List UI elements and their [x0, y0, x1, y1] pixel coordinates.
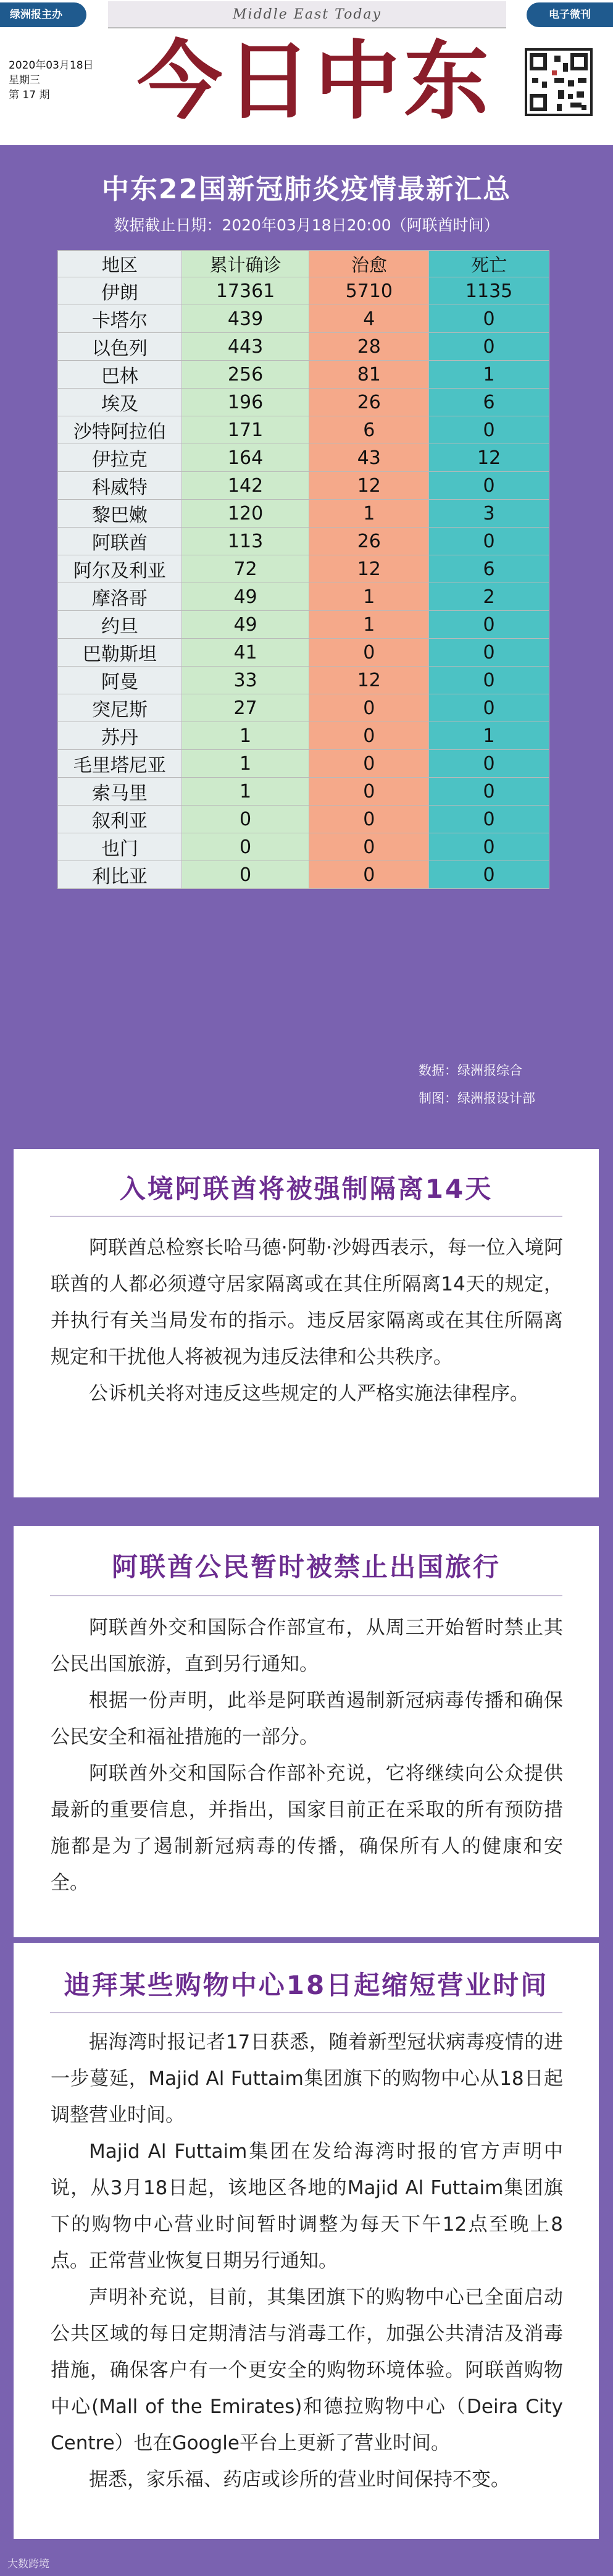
- cell-confirmed: 142: [181, 472, 309, 500]
- title-divider: [50, 1595, 562, 1596]
- cell-recovered: 1: [309, 500, 429, 528]
- cell-region: 埃及: [58, 389, 182, 416]
- article-paragraph: 阿联酋外交和国际合作部宣布，从周三开始暂时禁止其公民出国旅游，直到另行通知。: [51, 1617, 563, 1675]
- cell-deaths: 0: [429, 806, 549, 833]
- article-title: 入境阿联酋将被强制隔离14天: [119, 1174, 493, 1204]
- cell-deaths: 0: [429, 639, 549, 667]
- cell-confirmed: 164: [181, 444, 309, 472]
- article-title: 迪拜某些购物中心18日起缩短营业时间: [64, 1970, 549, 2000]
- article-body: [51, 1230, 563, 1412]
- article-title: 阿联酋公民暂时被禁止出国旅行: [111, 1552, 501, 1582]
- article-paragraph: 阿联酋总检察长哈马德·阿勒·沙姆西表示，每一位入境阿联酋的人都必须遵守居家隔离或在其住所隔离14天的规定，并执行有关当局发布的指示。违反居家隔离或在其住所隔离规定和干扰他人将被视为违反法律和公共秩序。: [51, 1237, 563, 1368]
- stats-subtitle: 数据截止日期：2020年03月18日20:00（阿联酋时间）: [114, 216, 499, 234]
- cell-confirmed: 171: [181, 416, 309, 444]
- issue-number: 第 17 期: [9, 89, 50, 101]
- cell-region: 约旦: [58, 611, 182, 639]
- cell-region: 阿联酋: [58, 528, 182, 555]
- table-row: [58, 750, 549, 778]
- table-row: [58, 722, 549, 750]
- cell-deaths: 0: [429, 472, 549, 500]
- cell-deaths: 0: [429, 528, 549, 555]
- table-row: [58, 305, 549, 333]
- cell-recovered: 1: [309, 611, 429, 639]
- cell-confirmed: 41: [181, 639, 309, 667]
- column-header-recovered: 治愈: [309, 251, 429, 277]
- cell-region: 巴林: [58, 361, 182, 389]
- table-header-row: [58, 251, 549, 277]
- cell-deaths: 12: [429, 444, 549, 472]
- cell-confirmed: 49: [181, 583, 309, 611]
- column-header-deaths: 死亡: [429, 251, 549, 277]
- table-row: [58, 861, 549, 889]
- cell-deaths: 2: [429, 583, 549, 611]
- cell-region: 伊朗: [58, 277, 182, 305]
- cell-deaths: 3: [429, 500, 549, 528]
- cell-confirmed: 1: [181, 722, 309, 750]
- cell-region: 摩洛哥: [58, 583, 182, 611]
- table-row: [58, 500, 549, 528]
- table-body: [58, 277, 549, 889]
- table-row: [58, 389, 549, 416]
- article-body: [51, 2024, 563, 2498]
- cell-region: 叙利亚: [58, 806, 182, 833]
- cell-region: 巴勒斯坦: [58, 639, 182, 667]
- cell-region: 毛里塔尼亚: [58, 750, 182, 778]
- cell-region: 以色列: [58, 333, 182, 361]
- table-row: [58, 583, 549, 611]
- article-paragraph: 根据一份声明，此举是阿联酋遏制新冠病毒传播和确保公民安全和福祉措施的一部分。: [51, 1690, 563, 1748]
- design-credit: 制图：绿洲报设计部: [419, 1091, 535, 1106]
- cell-region: 伊拉克: [58, 444, 182, 472]
- article-paragraph: 声明补充说，目前，其集团旗下的购物中心已全面启动公共区域的每日定期清洁与消毒工作，加强公共清洁及消毒措施，确保客户有一个更安全的购物环境体验。阿联酋购物中心(Mall of the Emirates)和德拉购物中心（Deira City Centre）也在Google平台上更新了营业时间。: [51, 2286, 563, 2454]
- cell-deaths: 0: [429, 667, 549, 694]
- stats-table: [57, 250, 549, 889]
- cell-deaths: 0: [429, 833, 549, 861]
- cell-confirmed: 443: [181, 333, 309, 361]
- table-row: [58, 333, 549, 361]
- article-card-quarantine: [14, 1149, 599, 1497]
- title-divider: [50, 1216, 562, 1217]
- issue-date: 2020年03月18日: [9, 59, 94, 72]
- stats-title: 中东22国新冠肺炎疫情最新汇总: [101, 174, 512, 205]
- cell-confirmed: 1: [181, 778, 309, 806]
- cell-region: 利比亚: [58, 861, 182, 889]
- edition-tag: 电子微刊: [527, 2, 613, 27]
- cell-region: 索马里: [58, 778, 182, 806]
- cell-confirmed: 27: [181, 694, 309, 722]
- table-row: [58, 778, 549, 806]
- cell-confirmed: 17361: [181, 277, 309, 305]
- cell-deaths: 0: [429, 611, 549, 639]
- table-row: [58, 694, 549, 722]
- cell-recovered: 0: [309, 861, 429, 889]
- article-body: [51, 1610, 563, 1901]
- cell-confirmed: 72: [181, 555, 309, 583]
- cell-region: 科威特: [58, 472, 182, 500]
- cell-recovered: 6: [309, 416, 429, 444]
- cell-confirmed: 33: [181, 667, 309, 694]
- cell-confirmed: 0: [181, 833, 309, 861]
- table-row: [58, 528, 549, 555]
- column-header-region: 地区: [58, 251, 182, 277]
- article-paragraph: 据悉，家乐福、药店或诊所的营业时间保持不变。: [89, 2469, 510, 2491]
- article-paragraph: 公诉机关将对违反这些规定的人严格实施法律程序。: [89, 1383, 529, 1405]
- publisher-tag: 绿洲报主办: [0, 2, 86, 27]
- cell-recovered: 81: [309, 361, 429, 389]
- table-row: [58, 806, 549, 833]
- table-row: [58, 277, 549, 305]
- cell-deaths: 0: [429, 333, 549, 361]
- table-row: [58, 361, 549, 389]
- cell-deaths: 0: [429, 416, 549, 444]
- table-row: [58, 833, 549, 861]
- table-row: [58, 611, 549, 639]
- masthead-logo: [130, 30, 500, 132]
- cell-recovered: 28: [309, 333, 429, 361]
- article-paragraph: Majid Al Futtaim集团在发给海湾时报的官方声明中说，从3月18日起，该地区各地的Majid Al Futtaim集团旗下的购物中心营业时间暂时调整为每天下午12点至晚上8点。正常营业恢复日期另行通知。: [51, 2140, 563, 2272]
- cell-recovered: 0: [309, 833, 429, 861]
- cell-region: 阿曼: [58, 667, 182, 694]
- watermark-logo: 大数跨境: [7, 2558, 49, 2570]
- cell-confirmed: 256: [181, 361, 309, 389]
- cell-region: 阿尔及利亚: [58, 555, 182, 583]
- cell-recovered: 26: [309, 389, 429, 416]
- table-row: [58, 416, 549, 444]
- masthead-title: 今日中东: [136, 30, 493, 131]
- cell-deaths: 1: [429, 361, 549, 389]
- issue-info: [9, 58, 94, 103]
- cell-recovered: 0: [309, 639, 429, 667]
- qr-code-icon: [525, 48, 593, 116]
- column-header-confirmed: 累计确诊: [181, 251, 309, 277]
- cell-deaths: 0: [429, 861, 549, 889]
- cell-region: 黎巴嫩: [58, 500, 182, 528]
- table-row: [58, 472, 549, 500]
- cell-confirmed: 0: [181, 861, 309, 889]
- cell-deaths: 1: [429, 722, 549, 750]
- table-row: [58, 667, 549, 694]
- article-paragraph: 阿联酋外交和国际合作部补充说，它将继续向公众提供最新的重要信息，并指出，国家目前正在采取的所有预防措施都是为了遏制新冠病毒的传播，确保所有人的健康和安全。: [51, 1762, 563, 1894]
- table-row: [58, 444, 549, 472]
- table-row: [58, 639, 549, 667]
- cell-confirmed: 113: [181, 528, 309, 555]
- stats-credits: [419, 1057, 535, 1113]
- cell-recovered: 26: [309, 528, 429, 555]
- cell-confirmed: 1: [181, 750, 309, 778]
- cell-recovered: 12: [309, 667, 429, 694]
- table-row: [58, 555, 549, 583]
- title-divider: [50, 2012, 562, 2013]
- article-card-mall-hours: [14, 1943, 599, 2539]
- newspaper-header: [0, 0, 613, 145]
- cell-region: 苏丹: [58, 722, 182, 750]
- cell-recovered: 43: [309, 444, 429, 472]
- cell-recovered: 0: [309, 694, 429, 722]
- cell-deaths: 0: [429, 305, 549, 333]
- cell-deaths: 1135: [429, 277, 549, 305]
- issue-weekday: 星期三: [9, 74, 40, 86]
- cell-region: 卡塔尔: [58, 305, 182, 333]
- cell-recovered: 0: [309, 778, 429, 806]
- article-card-travel-ban: [14, 1526, 599, 1937]
- cell-recovered: 4: [309, 305, 429, 333]
- cell-region: 沙特阿拉伯: [58, 416, 182, 444]
- cell-deaths: 6: [429, 555, 549, 583]
- cell-region: 突尼斯: [58, 694, 182, 722]
- cell-recovered: 0: [309, 806, 429, 833]
- cell-deaths: 6: [429, 389, 549, 416]
- cell-deaths: 0: [429, 694, 549, 722]
- cell-recovered: 0: [309, 750, 429, 778]
- cell-recovered: 12: [309, 555, 429, 583]
- cell-deaths: 0: [429, 778, 549, 806]
- cell-recovered: 5710: [309, 277, 429, 305]
- cell-confirmed: 49: [181, 611, 309, 639]
- cell-recovered: 0: [309, 722, 429, 750]
- data-credit: 数据：绿洲报综合: [419, 1063, 522, 1078]
- cell-deaths: 0: [429, 750, 549, 778]
- english-banner: Middle East Today: [108, 1, 506, 28]
- cell-confirmed: 439: [181, 305, 309, 333]
- cell-confirmed: 120: [181, 500, 309, 528]
- cell-region: 也门: [58, 833, 182, 861]
- cell-confirmed: 196: [181, 389, 309, 416]
- article-paragraph: 据海湾时报记者17日获悉，随着新型冠状病毒疫情的进一步蔓延，Majid Al Futtaim集团旗下的购物中心从18日起调整营业时间。: [51, 2031, 563, 2126]
- cell-confirmed: 0: [181, 806, 309, 833]
- cell-recovered: 12: [309, 472, 429, 500]
- cell-recovered: 1: [309, 583, 429, 611]
